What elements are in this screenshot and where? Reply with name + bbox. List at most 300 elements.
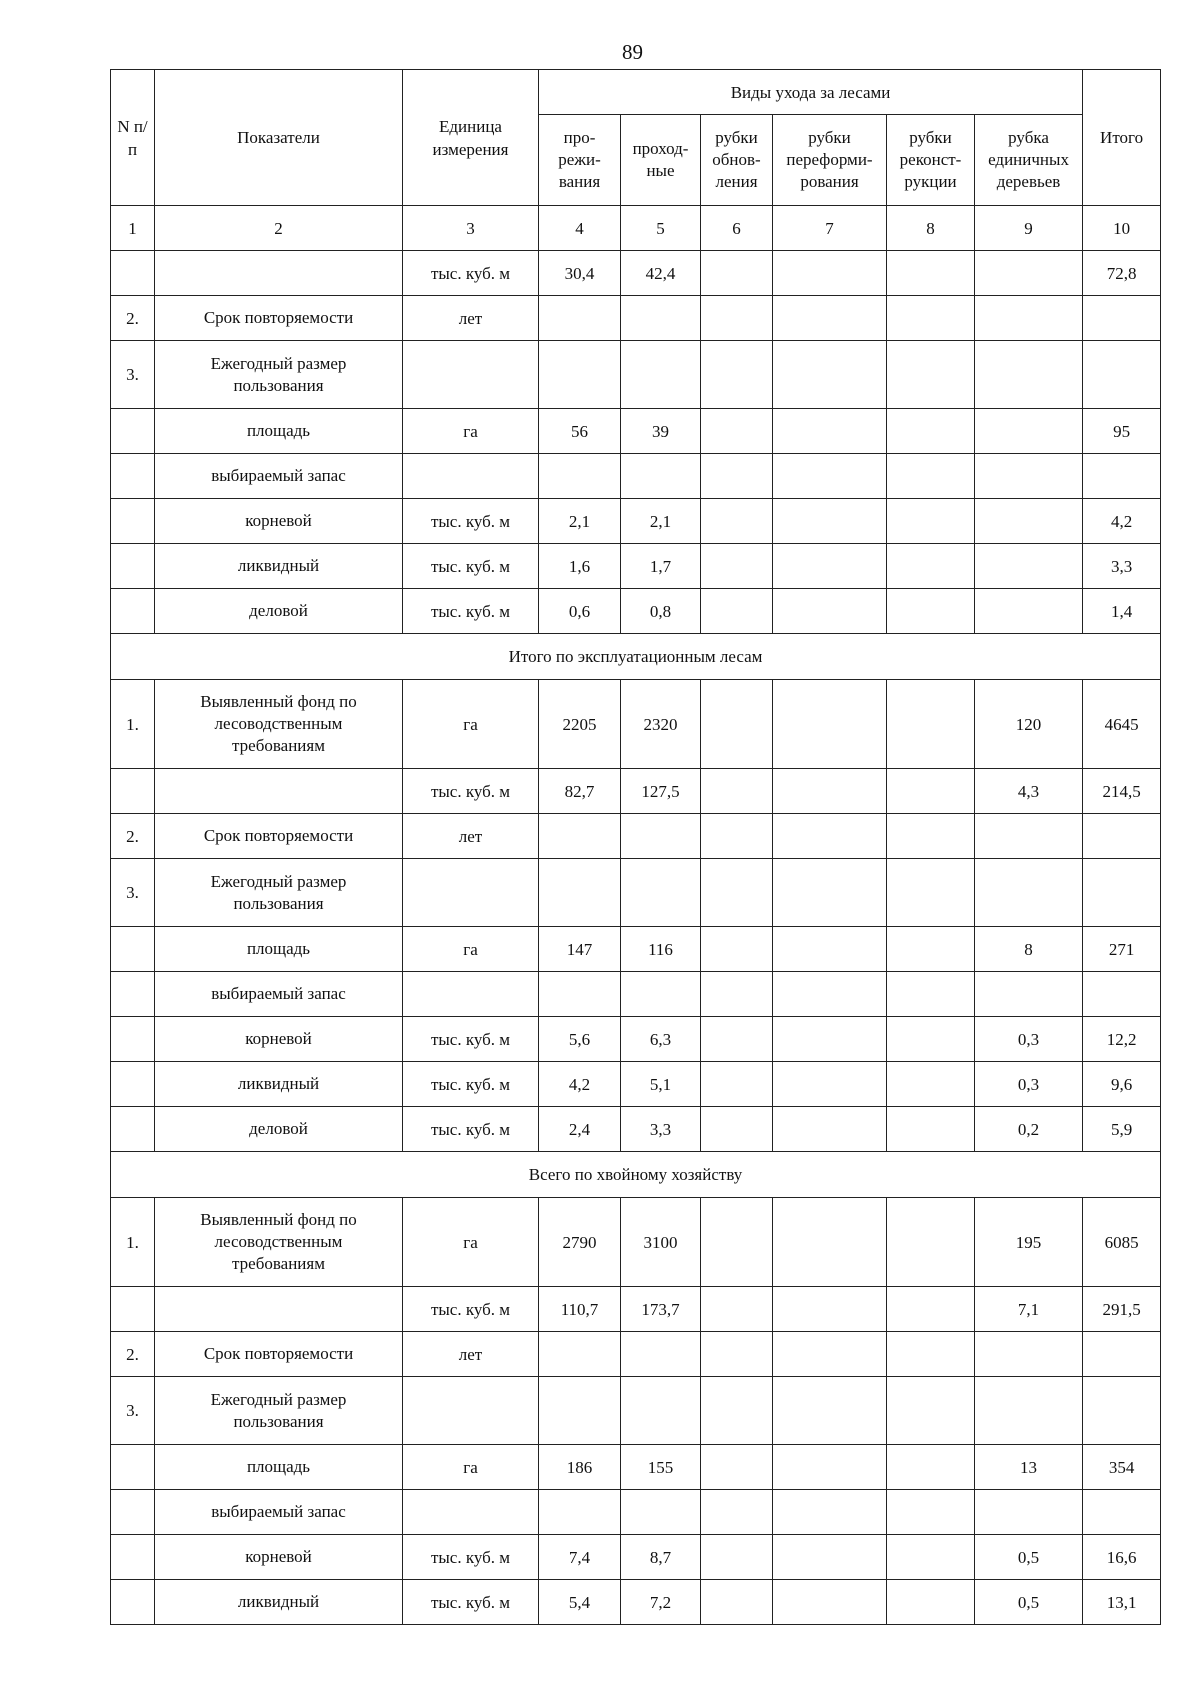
cell-reconstruction [887, 499, 975, 544]
cell-indicator: деловой [155, 1107, 403, 1152]
cell-single-trees [975, 499, 1083, 544]
table-row [111, 1287, 1161, 1332]
cell-num [111, 769, 155, 814]
header-type-renewal: рубки обнов- ления [701, 115, 773, 206]
cell-single-trees [975, 341, 1083, 409]
cell-total [1083, 1490, 1161, 1535]
cell-single-trees: 0,5 [975, 1580, 1083, 1625]
cell-passing: 116 [621, 927, 701, 972]
cell-single-trees: 4,3 [975, 769, 1083, 814]
cell-num [111, 1445, 155, 1490]
cell-unit: тыс. куб. м [403, 1107, 539, 1152]
cell-num [111, 1535, 155, 1580]
cell-total: 4645 [1083, 680, 1161, 769]
cell-reformation [773, 296, 887, 341]
cell-total: 6085 [1083, 1198, 1161, 1287]
cell-reconstruction [887, 1062, 975, 1107]
cell-total [1083, 859, 1161, 927]
cell-passing: 42,4 [621, 251, 701, 296]
cell-renewal [701, 589, 773, 634]
table-row [111, 1198, 1161, 1287]
table-row [111, 1377, 1161, 1445]
cell-indicator [155, 251, 403, 296]
cell-passing [621, 296, 701, 341]
table-row [111, 499, 1161, 544]
cell-num [111, 927, 155, 972]
cell-reformation [773, 1445, 887, 1490]
table-row [111, 859, 1161, 927]
cell-single-trees: 0,3 [975, 1017, 1083, 1062]
cell-renewal [701, 1017, 773, 1062]
cell-indicator: Ежегодный размер пользования [155, 1377, 403, 1445]
cell-thinning: 110,7 [539, 1287, 621, 1332]
cell-unit: лет [403, 296, 539, 341]
cell-indicator: выбираемый запас [155, 1490, 403, 1535]
cell-reformation [773, 1107, 887, 1152]
cell-total: 12,2 [1083, 1017, 1161, 1062]
cell-thinning: 4,2 [539, 1062, 621, 1107]
cell-reconstruction [887, 1332, 975, 1377]
cell-thinning [539, 814, 621, 859]
cell-reformation [773, 927, 887, 972]
cell-single-trees [975, 1377, 1083, 1445]
cell-reformation [773, 589, 887, 634]
cell-reconstruction [887, 1445, 975, 1490]
cell-num [111, 251, 155, 296]
page-number: 89 [622, 40, 643, 64]
cell-unit [403, 972, 539, 1017]
cell-unit: га [403, 1445, 539, 1490]
header-type-reconstruction: рубки реконст- рукции [887, 115, 975, 206]
cell-reformation [773, 1490, 887, 1535]
cell-single-trees [975, 409, 1083, 454]
cell-renewal [701, 1107, 773, 1152]
cell-unit [403, 341, 539, 409]
cell-indicator: Срок повторяемости [155, 1332, 403, 1377]
cell-num: 3. [111, 341, 155, 409]
cell-unit: тыс. куб. м [403, 1062, 539, 1107]
cell-reconstruction [887, 1490, 975, 1535]
cell-indicator: площадь [155, 927, 403, 972]
cell-num [111, 1490, 155, 1535]
cell-num [111, 589, 155, 634]
cell-single-trees: 0,5 [975, 1535, 1083, 1580]
cell-total: 3,3 [1083, 544, 1161, 589]
cell-renewal [701, 1332, 773, 1377]
cell-reconstruction [887, 814, 975, 859]
cell-total: 9,6 [1083, 1062, 1161, 1107]
header-type-single-trees: рубка единичных деревьев [975, 115, 1083, 206]
cell-reformation [773, 1332, 887, 1377]
cell-passing: 127,5 [621, 769, 701, 814]
cell-num: 1. [111, 680, 155, 769]
cell-thinning [539, 296, 621, 341]
cell-passing [621, 341, 701, 409]
cell-indicator: ликвидный [155, 1062, 403, 1107]
cell-indicator: Выявленный фонд по лесоводственным требованиям [155, 1198, 403, 1287]
cell-indicator: Выявленный фонд по лесоводственным требованиям [155, 680, 403, 769]
cell-thinning: 186 [539, 1445, 621, 1490]
cell-num: 3. [111, 859, 155, 927]
cell-single-trees: 7,1 [975, 1287, 1083, 1332]
cell-passing: 6,3 [621, 1017, 701, 1062]
cell-total: 214,5 [1083, 769, 1161, 814]
cell-thinning [539, 1377, 621, 1445]
cell-thinning: 5,6 [539, 1017, 621, 1062]
cell-total [1083, 296, 1161, 341]
table-row [111, 680, 1161, 769]
cell-renewal [701, 544, 773, 589]
column-number: 5 [621, 206, 701, 251]
cell-unit: га [403, 409, 539, 454]
cell-total: 72,8 [1083, 251, 1161, 296]
cell-reconstruction [887, 589, 975, 634]
cell-num: 2. [111, 1332, 155, 1377]
cell-thinning: 2,4 [539, 1107, 621, 1152]
cell-indicator: корневой [155, 1535, 403, 1580]
section-header-row [111, 1152, 1161, 1198]
cell-single-trees [975, 544, 1083, 589]
table-row [111, 1017, 1161, 1062]
cell-passing: 5,1 [621, 1062, 701, 1107]
cell-reconstruction [887, 1377, 975, 1445]
header-col-num: N п/п [111, 70, 155, 206]
column-number: 8 [887, 206, 975, 251]
table-row [111, 1332, 1161, 1377]
section-header-row [111, 634, 1161, 680]
cell-unit: тыс. куб. м [403, 1287, 539, 1332]
table-row [111, 544, 1161, 589]
cell-unit: тыс. куб. м [403, 589, 539, 634]
cell-passing [621, 1377, 701, 1445]
cell-unit: тыс. куб. м [403, 1580, 539, 1625]
cell-total: 291,5 [1083, 1287, 1161, 1332]
cell-single-trees [975, 454, 1083, 499]
cell-reconstruction [887, 251, 975, 296]
cell-passing: 7,2 [621, 1580, 701, 1625]
cell-num [111, 1107, 155, 1152]
cell-renewal [701, 1287, 773, 1332]
column-number: 7 [773, 206, 887, 251]
cell-renewal [701, 409, 773, 454]
table-header [111, 70, 1161, 251]
table-row [111, 1445, 1161, 1490]
cell-num [111, 1287, 155, 1332]
cell-unit: лет [403, 814, 539, 859]
cell-indicator: ликвидный [155, 1580, 403, 1625]
cell-passing: 3100 [621, 1198, 701, 1287]
cell-num: 3. [111, 1377, 155, 1445]
cell-single-trees [975, 1490, 1083, 1535]
cell-passing: 0,8 [621, 589, 701, 634]
section-title: Всего по хвойному хозяйству [111, 1152, 1161, 1198]
cell-reconstruction [887, 972, 975, 1017]
cell-passing [621, 1332, 701, 1377]
table-row [111, 814, 1161, 859]
table-row [111, 296, 1161, 341]
cell-single-trees [975, 589, 1083, 634]
cell-reformation [773, 1535, 887, 1580]
cell-passing: 173,7 [621, 1287, 701, 1332]
cell-num [111, 544, 155, 589]
cell-single-trees: 0,2 [975, 1107, 1083, 1152]
table-row [111, 589, 1161, 634]
cell-num: 2. [111, 814, 155, 859]
cell-total [1083, 814, 1161, 859]
cell-total [1083, 341, 1161, 409]
cell-unit: тыс. куб. м [403, 769, 539, 814]
table-row [111, 927, 1161, 972]
cell-single-trees [975, 296, 1083, 341]
cell-thinning: 82,7 [539, 769, 621, 814]
cell-renewal [701, 341, 773, 409]
cell-reformation [773, 251, 887, 296]
cell-renewal [701, 927, 773, 972]
cell-renewal [701, 296, 773, 341]
cell-indicator: Ежегодный размер пользования [155, 859, 403, 927]
cell-thinning: 56 [539, 409, 621, 454]
cell-unit: тыс. куб. м [403, 251, 539, 296]
cell-total [1083, 454, 1161, 499]
cell-num [111, 499, 155, 544]
column-number: 1 [111, 206, 155, 251]
header-type-reformation: рубки переформи- рования [773, 115, 887, 206]
cell-renewal [701, 1535, 773, 1580]
cell-thinning [539, 972, 621, 1017]
cell-renewal [701, 769, 773, 814]
cell-reconstruction [887, 454, 975, 499]
cell-num [111, 409, 155, 454]
cell-renewal [701, 680, 773, 769]
cell-reformation [773, 454, 887, 499]
section-title: Итого по эксплуатационным лесам [111, 634, 1161, 680]
cell-total: 4,2 [1083, 499, 1161, 544]
cell-reconstruction [887, 341, 975, 409]
cell-renewal [701, 1198, 773, 1287]
cell-num [111, 972, 155, 1017]
cell-passing: 3,3 [621, 1107, 701, 1152]
table-row [111, 1580, 1161, 1625]
table-row [111, 972, 1161, 1017]
cell-single-trees: 195 [975, 1198, 1083, 1287]
cell-indicator: Срок повторяемости [155, 814, 403, 859]
cell-renewal [701, 251, 773, 296]
cell-thinning [539, 454, 621, 499]
column-number: 3 [403, 206, 539, 251]
cell-reconstruction [887, 1535, 975, 1580]
cell-indicator: площадь [155, 1445, 403, 1490]
cell-passing: 8,7 [621, 1535, 701, 1580]
cell-total: 13,1 [1083, 1580, 1161, 1625]
cell-total: 271 [1083, 927, 1161, 972]
cell-passing [621, 972, 701, 1017]
cell-single-trees: 13 [975, 1445, 1083, 1490]
column-number-row [111, 206, 1161, 251]
cell-thinning: 30,4 [539, 251, 621, 296]
cell-unit [403, 454, 539, 499]
cell-passing: 39 [621, 409, 701, 454]
cell-indicator: выбираемый запас [155, 454, 403, 499]
cell-indicator: деловой [155, 589, 403, 634]
column-number: 6 [701, 206, 773, 251]
cell-reconstruction [887, 296, 975, 341]
cell-thinning [539, 1490, 621, 1535]
table-row [111, 769, 1161, 814]
cell-num [111, 1580, 155, 1625]
cell-thinning [539, 341, 621, 409]
cell-passing: 155 [621, 1445, 701, 1490]
header-col-unit: Единица измерения [403, 70, 539, 206]
cell-reformation [773, 1377, 887, 1445]
cell-reconstruction [887, 1198, 975, 1287]
cell-total [1083, 1332, 1161, 1377]
cell-reconstruction [887, 1017, 975, 1062]
cell-unit [403, 859, 539, 927]
cell-reformation [773, 499, 887, 544]
cell-passing: 2,1 [621, 499, 701, 544]
cell-reconstruction [887, 1287, 975, 1332]
table-row [111, 1490, 1161, 1535]
cell-reconstruction [887, 1580, 975, 1625]
cell-renewal [701, 1445, 773, 1490]
cell-reconstruction [887, 680, 975, 769]
cell-total: 5,9 [1083, 1107, 1161, 1152]
cell-renewal [701, 1062, 773, 1107]
cell-single-trees [975, 859, 1083, 927]
cell-thinning: 2205 [539, 680, 621, 769]
cell-indicator [155, 1287, 403, 1332]
column-number: 10 [1083, 206, 1161, 251]
cell-thinning: 5,4 [539, 1580, 621, 1625]
cell-single-trees [975, 814, 1083, 859]
cell-indicator: корневой [155, 499, 403, 544]
column-number: 4 [539, 206, 621, 251]
cell-unit: га [403, 927, 539, 972]
header-type-passing: проход- ные [621, 115, 701, 206]
cell-reformation [773, 1580, 887, 1625]
cell-passing: 2320 [621, 680, 701, 769]
cell-unit: тыс. куб. м [403, 1535, 539, 1580]
cell-single-trees: 8 [975, 927, 1083, 972]
header-type-thinning: про- режи- вания [539, 115, 621, 206]
header-group-title: Виды ухода за лесами [539, 70, 1083, 115]
cell-single-trees [975, 251, 1083, 296]
cell-reconstruction [887, 544, 975, 589]
cell-total [1083, 1377, 1161, 1445]
cell-single-trees [975, 1332, 1083, 1377]
header-col-total: Итого [1083, 70, 1161, 206]
cell-total: 16,6 [1083, 1535, 1161, 1580]
cell-renewal [701, 454, 773, 499]
table-row [111, 409, 1161, 454]
cell-reformation [773, 1017, 887, 1062]
cell-indicator: выбираемый запас [155, 972, 403, 1017]
cell-passing [621, 1490, 701, 1535]
cell-thinning [539, 859, 621, 927]
cell-reformation [773, 859, 887, 927]
cell-thinning: 7,4 [539, 1535, 621, 1580]
cell-indicator: Срок повторяемости [155, 296, 403, 341]
column-number: 9 [975, 206, 1083, 251]
cell-indicator: ликвидный [155, 544, 403, 589]
cell-thinning: 2,1 [539, 499, 621, 544]
cell-thinning [539, 1332, 621, 1377]
table-row [111, 251, 1161, 296]
cell-indicator: Ежегодный размер пользования [155, 341, 403, 409]
cell-renewal [701, 1580, 773, 1625]
cell-unit: тыс. куб. м [403, 1017, 539, 1062]
cell-renewal [701, 499, 773, 544]
table-body [111, 251, 1161, 1625]
cell-reformation [773, 680, 887, 769]
cell-total: 1,4 [1083, 589, 1161, 634]
cell-num [111, 1062, 155, 1107]
cell-indicator: корневой [155, 1017, 403, 1062]
cell-reformation [773, 1198, 887, 1287]
cell-unit: тыс. куб. м [403, 499, 539, 544]
cell-total: 354 [1083, 1445, 1161, 1490]
cell-reconstruction [887, 859, 975, 927]
cell-renewal [701, 814, 773, 859]
cell-reconstruction [887, 927, 975, 972]
cell-renewal [701, 972, 773, 1017]
cell-reconstruction [887, 409, 975, 454]
table-row [111, 1107, 1161, 1152]
cell-num: 1. [111, 1198, 155, 1287]
cell-reformation [773, 972, 887, 1017]
cell-thinning: 147 [539, 927, 621, 972]
cell-unit: лет [403, 1332, 539, 1377]
cell-total [1083, 972, 1161, 1017]
cell-passing [621, 859, 701, 927]
header-col-indicator: Показатели [155, 70, 403, 206]
cell-reformation [773, 544, 887, 589]
cell-reformation [773, 409, 887, 454]
cell-reformation [773, 814, 887, 859]
cell-thinning: 1,6 [539, 544, 621, 589]
cell-passing: 1,7 [621, 544, 701, 589]
cell-thinning: 2790 [539, 1198, 621, 1287]
cell-passing [621, 454, 701, 499]
cell-reformation [773, 1062, 887, 1107]
cell-reformation [773, 341, 887, 409]
table-row [111, 1535, 1161, 1580]
cell-single-trees: 0,3 [975, 1062, 1083, 1107]
table-row [111, 1062, 1161, 1107]
cell-reconstruction [887, 1107, 975, 1152]
cell-unit: га [403, 1198, 539, 1287]
column-number: 2 [155, 206, 403, 251]
cell-num [111, 454, 155, 499]
cell-single-trees [975, 972, 1083, 1017]
cell-renewal [701, 1490, 773, 1535]
cell-total: 95 [1083, 409, 1161, 454]
cell-num [111, 1017, 155, 1062]
cell-reformation [773, 1287, 887, 1332]
cell-reconstruction [887, 769, 975, 814]
table-row [111, 454, 1161, 499]
cell-reformation [773, 769, 887, 814]
cell-unit [403, 1490, 539, 1535]
cell-num: 2. [111, 296, 155, 341]
cell-indicator: площадь [155, 409, 403, 454]
cell-unit: тыс. куб. м [403, 544, 539, 589]
forest-care-table [110, 69, 1161, 1625]
cell-unit [403, 1377, 539, 1445]
cell-renewal [701, 1377, 773, 1445]
cell-thinning: 0,6 [539, 589, 621, 634]
cell-passing [621, 814, 701, 859]
